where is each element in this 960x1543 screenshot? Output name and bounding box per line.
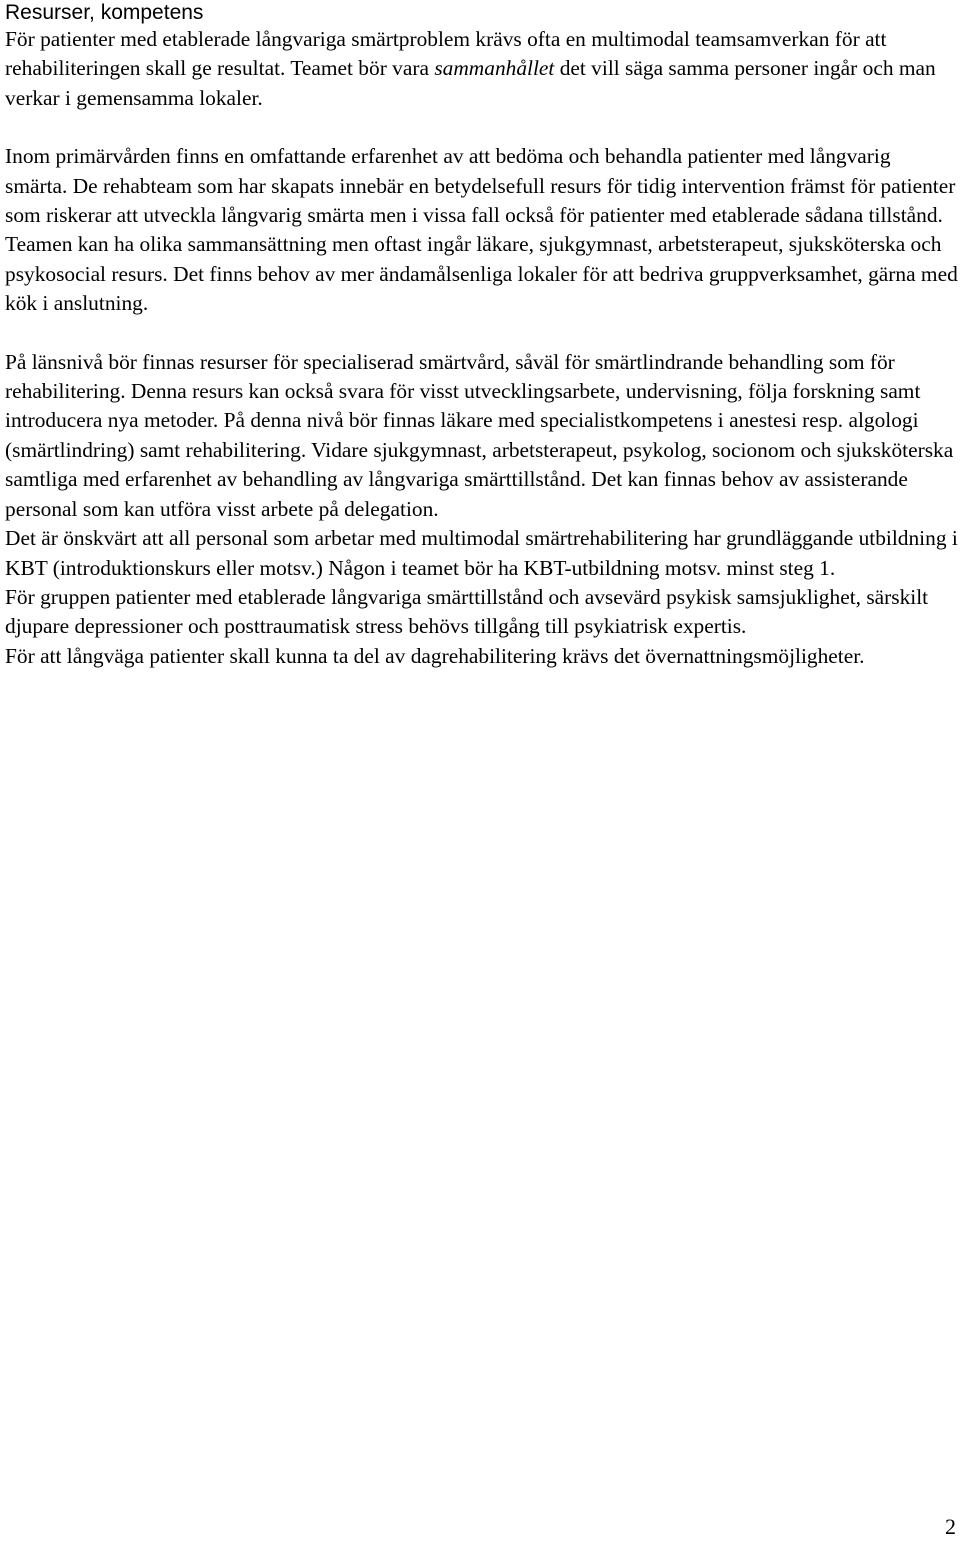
document-page <box>5 0 958 671</box>
paragraph-psychiatric-expertise: För gruppen patienter med etablerade långvariga smärttillstånd och avsevärd psykisk samsjuklighet, särskilt djupare depressioner och posttraumatisk stress behövs tillgång till psykiatrisk expertis. <box>5 584 929 639</box>
section-heading: Resurser, kompetens <box>5 1 204 24</box>
paragraph-gap <box>5 319 958 348</box>
paragraph-kbt-training: Det är önskvärt att all personal som arbetar med multimodal smärtrehabilitering har grundläggande utbildning i KBT (introduktionskurs eller motsv.) Någon i teamet bör ha KBT-utbildning motsv. minst steg 1. <box>5 526 958 580</box>
paragraph-gap <box>5 113 958 142</box>
paragraph-text: För patienter med etablerade långvariga smärtproblem krävs ofta en multimodal teamsamverkan för att rehabiliteringen skall ge resultat. Teamet bör vara <box>5 27 887 81</box>
paragraph-team-cohesion <box>5 25 958 113</box>
paragraph-primary-care: Inom primärvården finns en omfattande erfarenhet av att bedöma och behandla patienter med långvarig smärta. De rehabteam som har skapats innebär en betydelsefull resurs för tidig intervention främst för patienter som riskerar att utveckla långvarig smärta men i vissa fall också för patienter med etablerade sådana tillstånd. Teamen kan ha olika sammansättning men oftast ingår läkare, sjukgymnast, arbetsterapeut, sjuksköterska och psykosocial resurs. Det finns behov av mer ändamålsenliga lokaler för att bedriva gruppverksamhet, gärna med kök i anslutning. <box>5 144 958 316</box>
paragraph-text: det vill säga samma personer ingår och man verkar i gemensamma lokaler. <box>5 56 936 110</box>
emphasized-word: sammanhållet <box>434 56 555 81</box>
paragraph-overnight-stay: För att långväga patienter skall kunna ta del av dagrehabilitering krävs det övernattningsmöjligheter. <box>5 643 865 668</box>
paragraph-regional-level: På länsnivå bör finnas resurser för specialiserad smärtvård, såväl för smärtlindrande behandling som för rehabilitering. Denna resurs kan också svara för visst utvecklingsarbete, undervisning, följa forskning samt introducera nya metoder. På denna nivå bör finnas läkare med specialistkompetens i anestesi resp. algologi (smärtlindring) samt rehabilitering. Vidare sjukgymnast, arbetsterapeut, psykolog, socionom och sjuksköterska samtliga med erfarenhet av behandling av långvariga smärttillstånd. Det kan finnas behov av assisterande personal som kan utföra visst arbete på delegation. <box>5 349 954 521</box>
page-number: 2 <box>945 1514 956 1539</box>
